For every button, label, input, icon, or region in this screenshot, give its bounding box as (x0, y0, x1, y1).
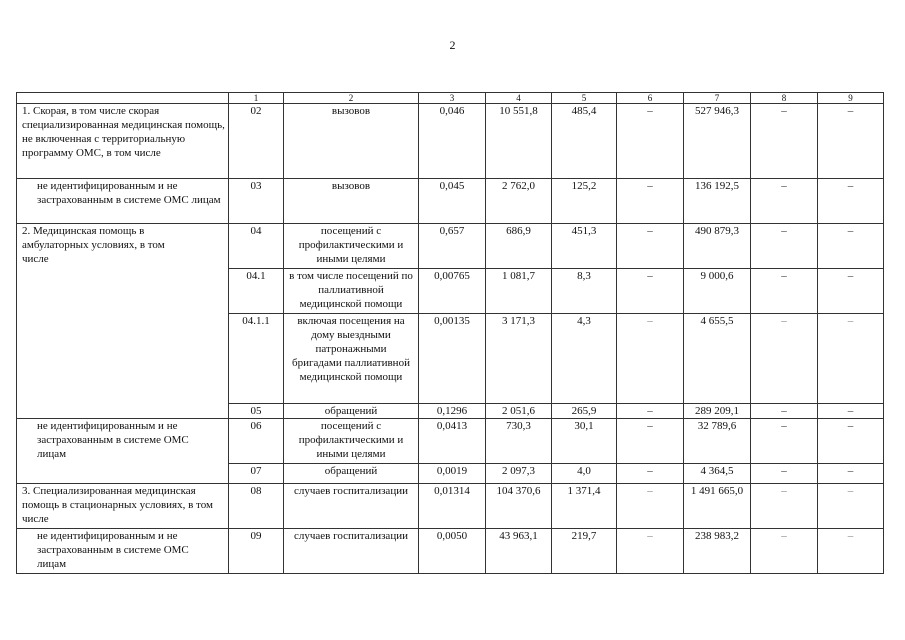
cell-col6: – (617, 464, 684, 484)
cell-col6: – (617, 179, 684, 224)
cell-col8: – (751, 464, 818, 484)
row-unit: вызовов (284, 179, 419, 224)
cell-col5: 30,1 (552, 419, 617, 464)
financing-table (16, 92, 884, 574)
row-unit: посещений с профилактическими и иными целями (284, 224, 419, 269)
cell-col5: 451,3 (552, 224, 617, 269)
row-code: 08 (229, 484, 284, 529)
cell-col6: – (617, 269, 684, 314)
cell-col9: – (818, 529, 884, 574)
row-unit: посещений с профилактическими и иными целями (284, 419, 419, 464)
table-row (17, 224, 884, 269)
cell-col6: – (617, 484, 684, 529)
row-name: 2. Медицинская помощь в амбулаторных условиях, в том числе (17, 224, 229, 419)
column-number-row (17, 93, 884, 104)
cell-col6: – (617, 224, 684, 269)
row-unit: обращений (284, 404, 419, 419)
cell-col7: 238 983,2 (684, 529, 751, 574)
cell-col7: 289 209,1 (684, 404, 751, 419)
header-cell: 4 (486, 93, 552, 104)
cell-col8: – (751, 314, 818, 404)
cell-col4: 2 097,3 (486, 464, 552, 484)
header-cell: 9 (818, 93, 884, 104)
row-name: не идентифицированным и не застрахованным в системе ОМС лицам (17, 179, 229, 224)
cell-col4: 2 762,0 (486, 179, 552, 224)
row-unit: обращений (284, 464, 419, 484)
cell-col3: 0,0413 (419, 419, 486, 464)
row-code: 03 (229, 179, 284, 224)
header-blank (17, 93, 229, 104)
header-cell: 3 (419, 93, 486, 104)
cell-col6: – (617, 529, 684, 574)
row-unit: вызовов (284, 104, 419, 179)
cell-col9: – (818, 269, 884, 314)
table-row (17, 419, 884, 464)
page-number: 2 (449, 38, 456, 52)
cell-col8: – (751, 224, 818, 269)
header-cell: 5 (552, 93, 617, 104)
table-row (17, 104, 884, 179)
cell-col9: – (818, 314, 884, 404)
table-row (17, 529, 884, 574)
row-code: 02 (229, 104, 284, 179)
cell-col3: 0,0019 (419, 464, 486, 484)
cell-col4: 2 051,6 (486, 404, 552, 419)
cell-col7: 136 192,5 (684, 179, 751, 224)
row-code: 04.1.1 (229, 314, 284, 404)
cell-col7: 490 879,3 (684, 224, 751, 269)
row-code: 04.1 (229, 269, 284, 314)
cell-col7: 32 789,6 (684, 419, 751, 464)
row-code: 05 (229, 404, 284, 419)
cell-col8: – (751, 529, 818, 574)
cell-col4: 104 370,6 (486, 484, 552, 529)
row-unit: включая посещения на дому выездными патронажными бригадами паллиативной медицинской помощи (284, 314, 419, 404)
cell-col3: 0,00765 (419, 269, 486, 314)
header-cell: 2 (284, 93, 419, 104)
cell-col6: – (617, 404, 684, 419)
cell-col4: 730,3 (486, 419, 552, 464)
row-code: 09 (229, 529, 284, 574)
cell-col8: – (751, 404, 818, 419)
cell-col7: 9 000,6 (684, 269, 751, 314)
cell-col7: 1 491 665,0 (684, 484, 751, 529)
cell-col5: 4,3 (552, 314, 617, 404)
cell-col9: – (818, 484, 884, 529)
row-code: 06 (229, 419, 284, 464)
cell-col4: 10 551,8 (486, 104, 552, 179)
cell-col8: – (751, 269, 818, 314)
table-row (17, 179, 884, 224)
cell-col8: – (751, 179, 818, 224)
cell-col5: 8,3 (552, 269, 617, 314)
cell-col9: – (818, 404, 884, 419)
cell-col9: – (818, 464, 884, 484)
cell-col7: 527 946,3 (684, 104, 751, 179)
cell-col8: – (751, 419, 818, 464)
cell-col4: 686,9 (486, 224, 552, 269)
table-row (17, 484, 884, 529)
header-cell: 1 (229, 93, 284, 104)
cell-col9: – (818, 419, 884, 464)
cell-col7: 4 655,5 (684, 314, 751, 404)
row-unit: в том числе посещений по паллиативной медицинской помощи (284, 269, 419, 314)
cell-col3: 0,046 (419, 104, 486, 179)
cell-col6: – (617, 104, 684, 179)
cell-col5: 219,7 (552, 529, 617, 574)
row-unit: случаев госпитализации (284, 529, 419, 574)
row-unit: случаев госпитализации (284, 484, 419, 529)
header-cell: 7 (684, 93, 751, 104)
row-name: 3. Специализированная медицинская помощь в стационарных условиях, в том числе (17, 484, 229, 529)
row-code: 07 (229, 464, 284, 484)
header-cell: 6 (617, 93, 684, 104)
cell-col8: – (751, 484, 818, 529)
cell-col3: 0,657 (419, 224, 486, 269)
cell-col5: 485,4 (552, 104, 617, 179)
row-name: не идентифицированным и не застрахованным в системе ОМС лицам (17, 419, 229, 484)
cell-col4: 3 171,3 (486, 314, 552, 404)
cell-col3: 0,0050 (419, 529, 486, 574)
row-code: 04 (229, 224, 284, 269)
cell-col5: 1 371,4 (552, 484, 617, 529)
cell-col6: – (617, 314, 684, 404)
cell-col7: 4 364,5 (684, 464, 751, 484)
cell-col3: 0,00135 (419, 314, 486, 404)
cell-col4: 1 081,7 (486, 269, 552, 314)
cell-col8: – (751, 104, 818, 179)
cell-col5: 265,9 (552, 404, 617, 419)
header-cell: 8 (751, 93, 818, 104)
cell-col9: – (818, 224, 884, 269)
cell-col3: 0,1296 (419, 404, 486, 419)
row-name: не идентифицированным и не застрахованным в системе ОМС лицам (17, 529, 229, 574)
cell-col3: 0,01314 (419, 484, 486, 529)
cell-col6: – (617, 419, 684, 464)
cell-col4: 43 963,1 (486, 529, 552, 574)
cell-col5: 4,0 (552, 464, 617, 484)
cell-col9: – (818, 179, 884, 224)
cell-col9: – (818, 104, 884, 179)
cell-col5: 125,2 (552, 179, 617, 224)
row-name: 1. Скорая, в том числе скорая специализированная медицинская помощь, не включенная с территориальную программу ОМС, в том числе (17, 104, 229, 179)
cell-col3: 0,045 (419, 179, 486, 224)
